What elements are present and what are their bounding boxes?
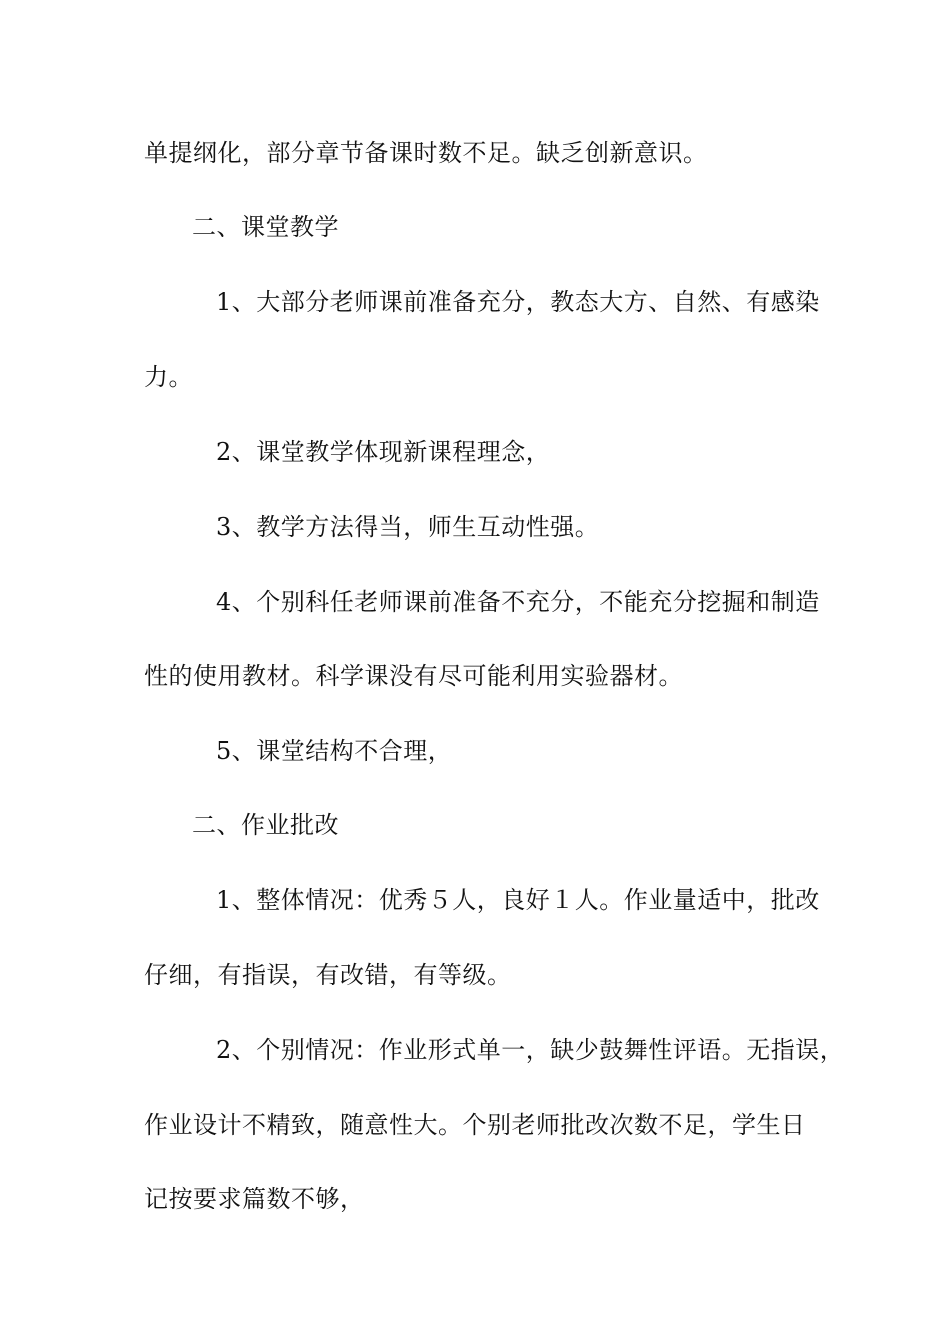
list-item: 5、课堂结构不合理， [216,737,453,765]
list-item: 2、课堂教学体现新课程理念， [216,438,551,466]
list-item: 2、个别情况：作业形式单一，缺少鼓舞性评语。无指误， [216,1036,845,1064]
paragraph-line: 作业设计不精致，随意性大。个别老师批改次数不足，学生日 [144,1111,806,1139]
section-heading: 二、作业批改 [192,811,339,839]
list-item: 3、教学方法得当，师生互动性强。 [216,513,600,541]
paragraph-line: 记按要求篇数不够， [144,1185,365,1213]
list-item: 1、大部分老师课前准备充分，教态大方、自然、有感染 [216,288,820,316]
paragraph-line: 单提纲化，部分章节备课时数不足。缺乏创新意识。 [144,139,708,167]
paragraph-line: 性的使用教材。科学课没有尽可能利用实验器材。 [144,662,683,690]
paragraph-line: 力。 [144,363,193,391]
list-item: 1、整体情况：优秀５人，良好１人。作业量适中，批改 [216,886,820,914]
section-heading: 二、课堂教学 [192,213,339,241]
paragraph-line: 仔细，有指误，有改错，有等级。 [144,961,512,989]
list-item: 4、个别科任老师课前准备不充分，不能充分挖掘和制造 [216,588,820,616]
